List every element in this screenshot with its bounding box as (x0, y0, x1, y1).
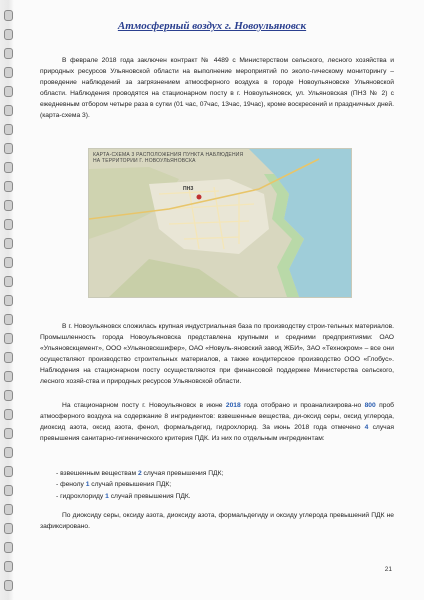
binding-ring (4, 314, 13, 325)
binding-ring (4, 352, 13, 363)
year-value: 2018 (225, 402, 241, 409)
binding-ring (4, 162, 13, 173)
binding-ring (4, 238, 13, 249)
binding-ring (4, 409, 13, 420)
binding-ring (4, 124, 13, 135)
binding-ring (4, 428, 13, 439)
binding-ring (4, 143, 13, 154)
paragraph-no-exceedance (40, 510, 394, 532)
binding-ring (4, 580, 13, 591)
paragraph-industry-text: В г. Новоульяновск сложилась крупная индустриальная база по производству строи-тельных материалов. Промышленность города Новоульяновска представлена крупными и средними предприятиями: ОАО «Ульяновскцемент», ООО «Ульяновскшифер», ОАО «Новуль-яновский завод ЖБИ», ЗАО «Технокром» – все они осуществляют производство строительных материалов, а также кондитерское производство ООО «Глобус». Наблюдения на стационарном посту осуществляются при финансовой поддержке Министерства сельского, лесного хозяй-ства и природных ресурсов Ульяновской области. (40, 323, 394, 386)
paragraph-contract-text: В феврале 2018 года заключен контракт № 4489 с Министерством сельского, лесного хозяйства и природных ресурсов Ульяновской области на выполнение мероприятий по эколо-гическому мониторингу – проведение наблюдений за загрязнением атмосферного воздуха в городе Новоульяновске Ульяновской области. Наблюдения проводятся на стационарном посту в г. Новоульяновск, ул. Ульяновская (ПНЗ № 2) с ежедневным отбором четыре раза в сутки (01 час, 07час, 13час, 19час), кроме воскресений и праздничных дней. (карта-схема 3). (40, 57, 394, 120)
binding-ring (4, 105, 13, 116)
list-item: - фенолу 1 случай превышения ПДК; (56, 481, 172, 489)
page-number: 21 (384, 566, 392, 573)
binding-ring (4, 257, 13, 268)
binding-ring (4, 276, 13, 287)
location-map (88, 148, 352, 298)
binding-ring (4, 181, 13, 192)
binding-ring (4, 466, 13, 477)
binding-ring (4, 371, 13, 382)
binding-ring (4, 333, 13, 344)
page-heading: Атмосферный воздух г. Новоульяновск (117, 20, 307, 32)
binding-ring (4, 295, 13, 306)
binding-ring (4, 48, 13, 59)
samples-count: 800 (364, 402, 376, 409)
binding-ring (4, 86, 13, 97)
binding-ring (4, 504, 13, 515)
list-item: - взвешенным веществам 2 случая превышения ПДК; (56, 470, 224, 477)
binding-ring (4, 523, 13, 534)
paragraph-no-exceedance-text: По диоксиду серы, оксиду азота, диоксиду азота, формальдегиду и оксиду углерода превышений ПДК не зафиксировано. (40, 512, 394, 531)
binding-ring (4, 561, 13, 572)
monitoring-post-label: ПНЗ (183, 186, 194, 192)
binding-ring (4, 542, 13, 553)
binding-ring (4, 200, 13, 211)
binding-ring (4, 219, 13, 230)
paragraph-contract (40, 55, 394, 122)
map-graphic (89, 149, 351, 297)
list-item: - гидрохлориду 1 случай превышения ПДК. (56, 492, 191, 500)
exceedance-list (56, 468, 386, 502)
map-caption: КАРТА-СХЕМА 3 РАСПОЛОЖЕНИЯ ПУНКТА НАБЛЮДЕНИЯ НА ТЕРРИТОРИИ Г. НОВОУЛЬЯНОВСКА (93, 152, 244, 164)
binding-ring (4, 67, 13, 78)
binding-ring (4, 447, 13, 458)
binding-ring (4, 390, 13, 401)
exceedance-count: 4 (364, 424, 369, 432)
paragraph-results: На стационарном посту г. Новоульяновск в июне 2018 года отобрано и проанализирова-но 800 проб атмосферного воздуха на содержание 8 ингредиентов: взвешенные вещества, ди-оксид серы, оксид углерода, диоксид азота, оксид азота, фенол, формальдегид, гидрохлорид. За июнь 2018 года отмечено 4 случая превышения санитарно-гигиенического критерия ПДК. Из них по отдельным ингредиентам: (40, 402, 394, 443)
paragraph-industry (40, 321, 394, 388)
binding-ring (4, 485, 13, 496)
